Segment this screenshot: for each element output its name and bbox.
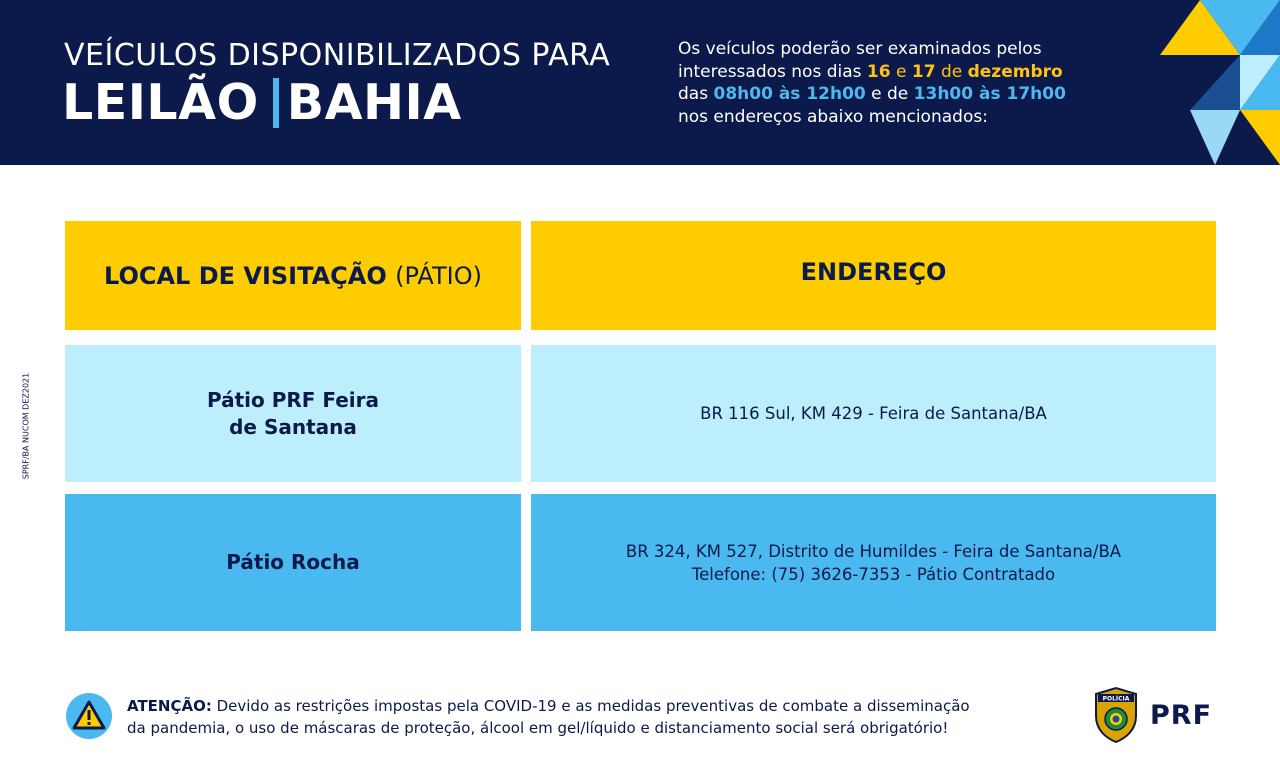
intro-line4: nos endereços abaixo mencionados: bbox=[678, 106, 988, 127]
intro-day1: 16 bbox=[866, 61, 891, 82]
attention-line2: da pandemia, o uso de máscaras de proteção, álcool em gel/líquido e distanciamento social será obrigatório! bbox=[127, 719, 949, 737]
row2-location-line1: Pátio Rocha bbox=[226, 550, 360, 574]
intro-time1: 08h00 às 12h00 bbox=[713, 84, 866, 104]
intro-text bbox=[678, 38, 1148, 128]
table-row-1-location bbox=[65, 345, 521, 482]
row2-address-line1: BR 324, KM 527, Distrito de Humildes - Feira de Santana/BA bbox=[625, 541, 1122, 561]
intro-line3-mid: e de bbox=[865, 84, 914, 104]
row1-location-line2: de Santana bbox=[229, 414, 357, 439]
triangle-decoration bbox=[1160, 0, 1280, 165]
column-header-address bbox=[531, 221, 1216, 330]
title-separator bbox=[273, 78, 279, 128]
prf-logo-text: PRF bbox=[1150, 700, 1213, 731]
header-banner bbox=[0, 0, 1280, 165]
intro-day2: 17 bbox=[911, 61, 936, 82]
attention-label: ATENÇÃO: bbox=[127, 697, 212, 715]
prf-badge-text: POLÍCIA bbox=[1102, 695, 1130, 703]
intro-line1: Os veículos poderão ser examinados pelos bbox=[678, 39, 1042, 59]
intro-de: de bbox=[935, 61, 968, 82]
attention-notice bbox=[127, 695, 1007, 739]
table-row-2-address bbox=[531, 494, 1216, 631]
intro-conj: e bbox=[890, 61, 912, 82]
column-header-address-label: ENDEREÇO bbox=[800, 257, 947, 286]
column-header-location bbox=[65, 221, 521, 330]
intro-time2: 13h00 às 17h00 bbox=[913, 84, 1066, 104]
row1-address-line1: BR 116 Sul, KM 429 - Feira de Santana/BA bbox=[700, 404, 1047, 423]
intro-month: dezembro bbox=[967, 61, 1063, 82]
side-note bbox=[14, 370, 38, 482]
intro-line3 bbox=[678, 83, 1148, 106]
row1-location-line1: Pátio PRF Feira bbox=[206, 387, 380, 412]
column-header-location-paren: (PÁTIO) bbox=[395, 261, 482, 290]
intro-line2 bbox=[678, 61, 1148, 84]
warning-icon bbox=[66, 693, 112, 739]
side-note-text: SPRF/BA NUCOM DEZ2021 bbox=[21, 372, 31, 480]
prf-shield-icon bbox=[1092, 686, 1140, 744]
title-line1: VEÍCULOS DISPONIBILIZADOS PARA bbox=[64, 38, 611, 73]
title-leilao: LEILÃO bbox=[62, 74, 259, 131]
title-line2 bbox=[62, 74, 462, 131]
column-header-location-label: LOCAL DE VISITAÇÃO bbox=[104, 261, 387, 290]
warning-badge bbox=[66, 693, 112, 739]
intro-line2-pre: interessados nos dias bbox=[678, 61, 867, 82]
row2-address-line2: Telefone: (75) 3626-7353 - Pátio Contratado bbox=[691, 564, 1056, 584]
table-row-1-address bbox=[531, 345, 1216, 482]
intro-line3-pre: das bbox=[678, 84, 714, 104]
title-bahia: BAHIA bbox=[286, 74, 462, 131]
attention-line1: Devido as restrições impostas pela COVID-19 e as medidas preventivas de combate a disseminação bbox=[211, 697, 970, 715]
table-row-2-location bbox=[65, 494, 521, 631]
